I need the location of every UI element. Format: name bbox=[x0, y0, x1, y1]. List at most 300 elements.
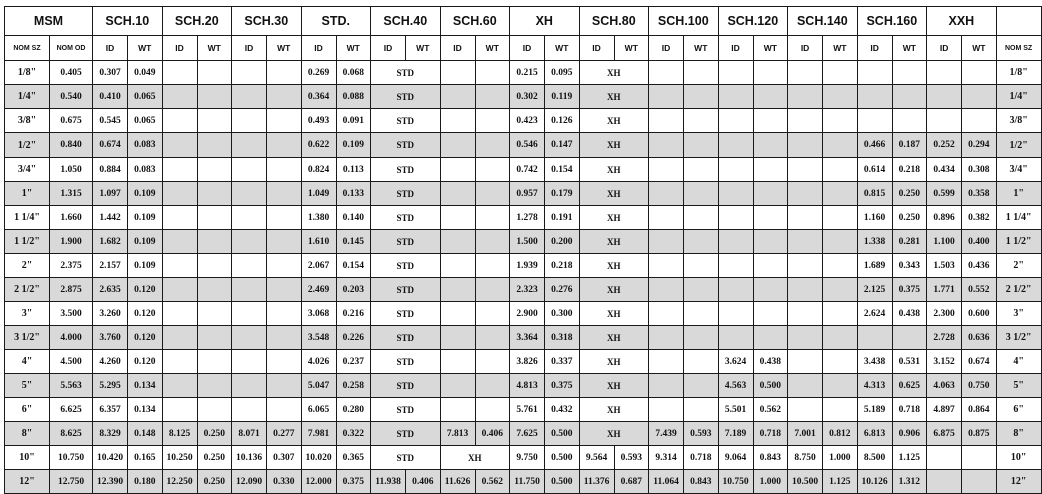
id-header: ID bbox=[371, 36, 406, 61]
wall-thickness-cell bbox=[475, 254, 510, 278]
nom-od-header: NOM OD bbox=[50, 36, 93, 61]
wall-thickness-cell bbox=[892, 326, 927, 350]
nom-size-right-header: NOM SZ bbox=[996, 36, 1041, 61]
nominal-size-right-cell: 3 1/2" bbox=[996, 326, 1041, 350]
wt-header: WT bbox=[962, 36, 997, 61]
inner-diameter-cell bbox=[440, 302, 475, 326]
wt-header: WT bbox=[823, 36, 858, 61]
wall-thickness-cell bbox=[753, 278, 788, 302]
wall-thickness-cell bbox=[823, 230, 858, 254]
wall-thickness-cell: 0.365 bbox=[336, 446, 371, 470]
inner-diameter-cell: 1.610 bbox=[301, 230, 336, 254]
table-row bbox=[5, 470, 1042, 494]
inner-diameter-cell: 10.126 bbox=[857, 470, 892, 494]
wall-thickness-cell bbox=[753, 61, 788, 85]
inner-diameter-cell: 7.439 bbox=[649, 422, 684, 446]
wt-header: WT bbox=[684, 36, 719, 61]
table-row bbox=[5, 278, 1042, 302]
equivalent-schedule-cell: STD bbox=[371, 302, 441, 326]
inner-diameter-cell: 5.189 bbox=[857, 398, 892, 422]
nominal-od-cell: 1.315 bbox=[50, 182, 93, 206]
nominal-od-cell: 0.840 bbox=[50, 133, 93, 158]
nominal-size-right-cell: 2 1/2" bbox=[996, 278, 1041, 302]
inner-diameter-cell bbox=[857, 61, 892, 85]
wall-thickness-cell bbox=[823, 182, 858, 206]
wall-thickness-cell bbox=[197, 182, 232, 206]
wall-thickness-cell bbox=[267, 109, 302, 133]
inner-diameter-cell bbox=[718, 61, 753, 85]
inner-diameter-cell: 8.750 bbox=[788, 446, 823, 470]
equivalent-schedule-cell: STD bbox=[371, 182, 441, 206]
schedule-group-header: SCH.30 bbox=[232, 7, 302, 36]
nominal-size-cell: 1 1/2" bbox=[5, 230, 50, 254]
inner-diameter-cell bbox=[788, 133, 823, 158]
inner-diameter-cell bbox=[718, 85, 753, 109]
inner-diameter-cell: 0.674 bbox=[93, 133, 128, 158]
schedule-group-header: XH bbox=[510, 7, 580, 36]
nominal-od-cell: 4.000 bbox=[50, 326, 93, 350]
inner-diameter-cell bbox=[649, 326, 684, 350]
wall-thickness-cell bbox=[197, 398, 232, 422]
inner-diameter-cell bbox=[162, 278, 197, 302]
inner-diameter-cell bbox=[649, 254, 684, 278]
wall-thickness-cell bbox=[197, 278, 232, 302]
wall-thickness-cell bbox=[267, 230, 302, 254]
inner-diameter-cell: 2.469 bbox=[301, 278, 336, 302]
inner-diameter-cell bbox=[788, 182, 823, 206]
wall-thickness-cell: 0.180 bbox=[128, 470, 163, 494]
inner-diameter-cell bbox=[788, 374, 823, 398]
inner-diameter-cell bbox=[162, 326, 197, 350]
equivalent-schedule-cell: STD bbox=[371, 350, 441, 374]
wall-thickness-cell: 0.068 bbox=[336, 61, 371, 85]
inner-diameter-cell bbox=[232, 206, 267, 230]
nominal-size-cell: 3/4" bbox=[5, 158, 50, 182]
inner-diameter-cell bbox=[788, 278, 823, 302]
wall-thickness-cell: 0.109 bbox=[128, 254, 163, 278]
inner-diameter-cell bbox=[788, 350, 823, 374]
pipe-schedule-chart bbox=[4, 6, 1042, 494]
equivalent-schedule-cell: XH bbox=[579, 206, 649, 230]
nom-size-header: NOM SZ bbox=[5, 36, 50, 61]
wall-thickness-cell: 0.436 bbox=[962, 254, 997, 278]
inner-diameter-cell: 8.125 bbox=[162, 422, 197, 446]
equivalent-schedule-cell: XH bbox=[579, 350, 649, 374]
inner-diameter-cell bbox=[232, 302, 267, 326]
inner-diameter-cell bbox=[927, 61, 962, 85]
inner-diameter-cell bbox=[649, 158, 684, 182]
wall-thickness-cell: 0.113 bbox=[336, 158, 371, 182]
table-row bbox=[5, 422, 1042, 446]
wall-thickness-cell: 0.375 bbox=[545, 374, 580, 398]
inner-diameter-cell: 6.875 bbox=[927, 422, 962, 446]
equivalent-schedule-cell: XH bbox=[579, 230, 649, 254]
inner-diameter-cell: 1.771 bbox=[927, 278, 962, 302]
inner-diameter-cell bbox=[162, 182, 197, 206]
wall-thickness-cell: 0.318 bbox=[545, 326, 580, 350]
wt-header: WT bbox=[267, 36, 302, 61]
table-row bbox=[5, 398, 1042, 422]
wall-thickness-cell bbox=[197, 230, 232, 254]
wall-thickness-cell bbox=[962, 85, 997, 109]
nominal-od-cell: 2.375 bbox=[50, 254, 93, 278]
inner-diameter-cell: 2.624 bbox=[857, 302, 892, 326]
wall-thickness-cell bbox=[475, 374, 510, 398]
inner-diameter-cell: 1.939 bbox=[510, 254, 545, 278]
wall-thickness-cell: 0.406 bbox=[406, 470, 441, 494]
nominal-size-right-cell: 1 1/2" bbox=[996, 230, 1041, 254]
wall-thickness-cell bbox=[892, 109, 927, 133]
wall-thickness-cell: 0.500 bbox=[545, 422, 580, 446]
inner-diameter-cell bbox=[232, 254, 267, 278]
wall-thickness-cell: 0.065 bbox=[128, 109, 163, 133]
inner-diameter-cell bbox=[927, 470, 962, 494]
wt-header: WT bbox=[892, 36, 927, 61]
inner-diameter-cell: 10.250 bbox=[162, 446, 197, 470]
inner-diameter-cell bbox=[232, 398, 267, 422]
nominal-size-right-cell: 4" bbox=[996, 350, 1041, 374]
nominal-od-cell: 2.875 bbox=[50, 278, 93, 302]
wall-thickness-cell bbox=[684, 398, 719, 422]
wall-thickness-cell: 0.250 bbox=[197, 470, 232, 494]
inner-diameter-cell bbox=[649, 182, 684, 206]
wall-thickness-cell bbox=[753, 230, 788, 254]
inner-diameter-cell bbox=[162, 302, 197, 326]
inner-diameter-cell bbox=[649, 109, 684, 133]
wall-thickness-cell: 0.119 bbox=[545, 85, 580, 109]
wall-thickness-cell bbox=[475, 158, 510, 182]
inner-diameter-cell bbox=[857, 326, 892, 350]
wall-thickness-cell: 0.065 bbox=[128, 85, 163, 109]
inner-diameter-cell bbox=[649, 61, 684, 85]
inner-diameter-cell bbox=[440, 350, 475, 374]
nominal-size-right-cell: 1/2" bbox=[996, 133, 1041, 158]
wall-thickness-cell: 0.400 bbox=[962, 230, 997, 254]
equivalent-schedule-cell: STD bbox=[371, 326, 441, 350]
table-row bbox=[5, 254, 1042, 278]
wall-thickness-cell bbox=[197, 133, 232, 158]
inner-diameter-cell: 5.047 bbox=[301, 374, 336, 398]
equivalent-schedule-cell: STD bbox=[371, 61, 441, 85]
wt-header: WT bbox=[336, 36, 371, 61]
wall-thickness-cell: 0.140 bbox=[336, 206, 371, 230]
equivalent-schedule-cell: STD bbox=[371, 398, 441, 422]
inner-diameter-cell bbox=[857, 85, 892, 109]
inner-diameter-cell: 3.152 bbox=[927, 350, 962, 374]
inner-diameter-cell: 4.563 bbox=[718, 374, 753, 398]
wall-thickness-cell bbox=[684, 158, 719, 182]
wall-thickness-cell: 0.134 bbox=[128, 374, 163, 398]
wall-thickness-cell bbox=[475, 326, 510, 350]
wall-thickness-cell: 0.432 bbox=[545, 398, 580, 422]
nominal-size-cell: 1/8" bbox=[5, 61, 50, 85]
wt-header: WT bbox=[197, 36, 232, 61]
wall-thickness-cell bbox=[753, 182, 788, 206]
wall-thickness-cell: 0.674 bbox=[962, 350, 997, 374]
wall-thickness-cell: 0.843 bbox=[684, 470, 719, 494]
wall-thickness-cell: 0.187 bbox=[892, 133, 927, 158]
wall-thickness-cell bbox=[753, 302, 788, 326]
nominal-size-cell: 5" bbox=[5, 374, 50, 398]
equivalent-schedule-cell: STD bbox=[371, 206, 441, 230]
wall-thickness-cell: 0.250 bbox=[197, 446, 232, 470]
wall-thickness-cell: 0.126 bbox=[545, 109, 580, 133]
nominal-size-cell: 4" bbox=[5, 350, 50, 374]
inner-diameter-cell: 12.000 bbox=[301, 470, 336, 494]
inner-diameter-cell: 11.064 bbox=[649, 470, 684, 494]
inner-diameter-cell bbox=[440, 398, 475, 422]
inner-diameter-cell: 0.742 bbox=[510, 158, 545, 182]
wall-thickness-cell bbox=[267, 158, 302, 182]
wall-thickness-cell bbox=[823, 254, 858, 278]
wall-thickness-cell: 0.237 bbox=[336, 350, 371, 374]
table-row bbox=[5, 109, 1042, 133]
inner-diameter-cell: 3.260 bbox=[93, 302, 128, 326]
wall-thickness-cell: 0.120 bbox=[128, 326, 163, 350]
schedule-group-header: SCH.120 bbox=[718, 7, 788, 36]
wall-thickness-cell bbox=[197, 374, 232, 398]
wall-thickness-cell: 0.718 bbox=[892, 398, 927, 422]
schedule-group-header: SCH.160 bbox=[857, 7, 927, 36]
wall-thickness-cell: 0.218 bbox=[892, 158, 927, 182]
wall-thickness-cell bbox=[823, 326, 858, 350]
inner-diameter-cell: 1.338 bbox=[857, 230, 892, 254]
brand-title: MSM bbox=[33, 14, 64, 28]
wall-thickness-cell: 0.250 bbox=[197, 422, 232, 446]
inner-diameter-cell: 0.302 bbox=[510, 85, 545, 109]
schedule-group-header: STD. bbox=[301, 7, 371, 36]
wt-header: WT bbox=[614, 36, 649, 61]
equivalent-schedule-cell: XH bbox=[579, 109, 649, 133]
equivalent-schedule-cell: XH bbox=[579, 158, 649, 182]
wall-thickness-cell bbox=[823, 85, 858, 109]
wall-thickness-cell bbox=[684, 85, 719, 109]
inner-diameter-cell: 9.564 bbox=[579, 446, 614, 470]
wall-thickness-cell: 0.145 bbox=[336, 230, 371, 254]
inner-diameter-cell: 6.357 bbox=[93, 398, 128, 422]
nominal-size-right-cell: 3/4" bbox=[996, 158, 1041, 182]
wall-thickness-cell bbox=[823, 350, 858, 374]
wall-thickness-cell: 0.562 bbox=[753, 398, 788, 422]
inner-diameter-cell: 0.545 bbox=[93, 109, 128, 133]
inner-diameter-cell bbox=[440, 374, 475, 398]
inner-diameter-cell: 0.269 bbox=[301, 61, 336, 85]
inner-diameter-cell bbox=[162, 230, 197, 254]
wall-thickness-cell: 0.531 bbox=[892, 350, 927, 374]
inner-diameter-cell bbox=[788, 206, 823, 230]
wall-thickness-cell bbox=[823, 374, 858, 398]
wall-thickness-cell: 1.000 bbox=[753, 470, 788, 494]
inner-diameter-cell bbox=[718, 302, 753, 326]
inner-diameter-cell bbox=[788, 109, 823, 133]
wall-thickness-cell bbox=[684, 109, 719, 133]
equivalent-schedule-cell: XH bbox=[579, 254, 649, 278]
wall-thickness-cell: 0.294 bbox=[962, 133, 997, 158]
nominal-size-cell: 1 1/4" bbox=[5, 206, 50, 230]
wall-thickness-cell: 0.147 bbox=[545, 133, 580, 158]
schedule-group-header: SCH.10 bbox=[93, 7, 163, 36]
wall-thickness-cell: 0.687 bbox=[614, 470, 649, 494]
wall-thickness-cell bbox=[475, 61, 510, 85]
nominal-size-cell: 10" bbox=[5, 446, 50, 470]
inner-diameter-cell bbox=[788, 326, 823, 350]
inner-diameter-cell: 3.826 bbox=[510, 350, 545, 374]
nominal-size-right-cell: 5" bbox=[996, 374, 1041, 398]
table-row bbox=[5, 350, 1042, 374]
inner-diameter-cell: 11.626 bbox=[440, 470, 475, 494]
id-header: ID bbox=[579, 36, 614, 61]
wt-header: WT bbox=[128, 36, 163, 61]
inner-diameter-cell bbox=[649, 374, 684, 398]
wall-thickness-cell: 0.906 bbox=[892, 422, 927, 446]
inner-diameter-cell: 2.125 bbox=[857, 278, 892, 302]
inner-diameter-cell bbox=[788, 230, 823, 254]
wall-thickness-cell: 0.552 bbox=[962, 278, 997, 302]
wall-thickness-cell: 0.500 bbox=[545, 470, 580, 494]
nominal-od-cell: 0.540 bbox=[50, 85, 93, 109]
inner-diameter-cell: 2.323 bbox=[510, 278, 545, 302]
wall-thickness-cell: 0.382 bbox=[962, 206, 997, 230]
wall-thickness-cell bbox=[823, 302, 858, 326]
inner-diameter-cell bbox=[718, 326, 753, 350]
equivalent-schedule-cell: STD bbox=[371, 230, 441, 254]
inner-diameter-cell: 0.884 bbox=[93, 158, 128, 182]
inner-diameter-cell bbox=[718, 182, 753, 206]
nominal-size-cell: 3" bbox=[5, 302, 50, 326]
wall-thickness-cell: 0.438 bbox=[753, 350, 788, 374]
nominal-od-cell: 10.750 bbox=[50, 446, 93, 470]
inner-diameter-cell: 0.896 bbox=[927, 206, 962, 230]
inner-diameter-cell: 5.761 bbox=[510, 398, 545, 422]
wall-thickness-cell bbox=[823, 61, 858, 85]
inner-diameter-cell bbox=[788, 158, 823, 182]
nominal-size-cell: 1/2" bbox=[5, 133, 50, 158]
nominal-od-cell: 1.900 bbox=[50, 230, 93, 254]
wall-thickness-cell: 0.600 bbox=[962, 302, 997, 326]
inner-diameter-cell: 6.065 bbox=[301, 398, 336, 422]
inner-diameter-cell: 4.260 bbox=[93, 350, 128, 374]
wall-thickness-cell bbox=[475, 278, 510, 302]
wall-thickness-cell bbox=[753, 206, 788, 230]
wall-thickness-cell: 0.625 bbox=[892, 374, 927, 398]
schedule-group-header: SCH.60 bbox=[440, 7, 510, 36]
wall-thickness-cell: 0.091 bbox=[336, 109, 371, 133]
wall-thickness-cell bbox=[962, 470, 997, 494]
inner-diameter-cell bbox=[718, 109, 753, 133]
wall-thickness-cell bbox=[197, 302, 232, 326]
inner-diameter-cell bbox=[232, 278, 267, 302]
inner-diameter-cell bbox=[440, 278, 475, 302]
nominal-size-cell: 6" bbox=[5, 398, 50, 422]
inner-diameter-cell bbox=[788, 254, 823, 278]
wall-thickness-cell: 0.120 bbox=[128, 278, 163, 302]
inner-diameter-cell: 0.614 bbox=[857, 158, 892, 182]
wall-thickness-cell: 0.300 bbox=[545, 302, 580, 326]
inner-diameter-cell: 10.136 bbox=[232, 446, 267, 470]
inner-diameter-cell: 1.160 bbox=[857, 206, 892, 230]
wall-thickness-cell bbox=[962, 446, 997, 470]
table-row bbox=[5, 446, 1042, 470]
inner-diameter-cell bbox=[788, 61, 823, 85]
schedule-group-header: SCH.40 bbox=[371, 7, 441, 36]
inner-diameter-cell bbox=[718, 278, 753, 302]
inner-diameter-cell: 2.635 bbox=[93, 278, 128, 302]
wall-thickness-cell bbox=[962, 109, 997, 133]
table-row bbox=[5, 85, 1042, 109]
wall-thickness-cell bbox=[475, 206, 510, 230]
inner-diameter-cell: 7.981 bbox=[301, 422, 336, 446]
equivalent-schedule-cell: STD bbox=[371, 133, 441, 158]
wall-thickness-cell bbox=[753, 109, 788, 133]
inner-diameter-cell: 12.250 bbox=[162, 470, 197, 494]
wall-thickness-cell bbox=[684, 254, 719, 278]
wall-thickness-cell: 0.179 bbox=[545, 182, 580, 206]
wall-thickness-cell: 0.250 bbox=[892, 182, 927, 206]
wall-thickness-cell: 0.375 bbox=[336, 470, 371, 494]
wall-thickness-cell bbox=[267, 133, 302, 158]
inner-diameter-cell bbox=[649, 133, 684, 158]
inner-diameter-cell: 0.434 bbox=[927, 158, 962, 182]
wall-thickness-cell: 0.875 bbox=[962, 422, 997, 446]
inner-diameter-cell: 8.500 bbox=[857, 446, 892, 470]
inner-diameter-cell bbox=[649, 350, 684, 374]
inner-diameter-cell: 4.813 bbox=[510, 374, 545, 398]
nominal-size-right-cell: 1" bbox=[996, 182, 1041, 206]
inner-diameter-cell: 9.750 bbox=[510, 446, 545, 470]
inner-diameter-cell bbox=[232, 61, 267, 85]
wall-thickness-cell bbox=[475, 398, 510, 422]
inner-diameter-cell: 1.682 bbox=[93, 230, 128, 254]
wall-thickness-cell: 0.358 bbox=[962, 182, 997, 206]
inner-diameter-cell bbox=[232, 133, 267, 158]
inner-diameter-cell bbox=[440, 254, 475, 278]
wall-thickness-cell bbox=[753, 133, 788, 158]
inner-diameter-cell bbox=[162, 109, 197, 133]
wall-thickness-cell bbox=[823, 278, 858, 302]
inner-diameter-cell: 0.215 bbox=[510, 61, 545, 85]
wall-thickness-cell: 0.133 bbox=[336, 182, 371, 206]
wall-thickness-cell: 0.308 bbox=[962, 158, 997, 182]
wall-thickness-cell bbox=[684, 278, 719, 302]
inner-diameter-cell bbox=[232, 374, 267, 398]
wall-thickness-cell bbox=[475, 182, 510, 206]
wall-thickness-cell: 0.120 bbox=[128, 350, 163, 374]
nominal-od-cell: 4.500 bbox=[50, 350, 93, 374]
id-header: ID bbox=[857, 36, 892, 61]
wall-thickness-cell bbox=[267, 326, 302, 350]
inner-diameter-cell bbox=[440, 85, 475, 109]
wall-thickness-cell bbox=[267, 374, 302, 398]
wall-thickness-cell bbox=[197, 61, 232, 85]
inner-diameter-cell bbox=[927, 109, 962, 133]
equivalent-schedule-cell: STD bbox=[371, 254, 441, 278]
nominal-od-cell: 1.660 bbox=[50, 206, 93, 230]
inner-diameter-cell: 5.501 bbox=[718, 398, 753, 422]
nominal-size-right-cell: 8" bbox=[996, 422, 1041, 446]
inner-diameter-cell bbox=[232, 230, 267, 254]
inner-diameter-cell bbox=[162, 158, 197, 182]
wall-thickness-cell: 0.095 bbox=[545, 61, 580, 85]
wall-thickness-cell: 0.109 bbox=[128, 230, 163, 254]
wall-thickness-cell: 0.330 bbox=[267, 470, 302, 494]
inner-diameter-cell: 2.157 bbox=[93, 254, 128, 278]
nominal-od-cell: 5.563 bbox=[50, 374, 93, 398]
wall-thickness-cell: 0.165 bbox=[128, 446, 163, 470]
id-header: ID bbox=[927, 36, 962, 61]
equivalent-schedule-cell: XH bbox=[579, 326, 649, 350]
wall-thickness-cell bbox=[475, 133, 510, 158]
inner-diameter-cell bbox=[162, 350, 197, 374]
